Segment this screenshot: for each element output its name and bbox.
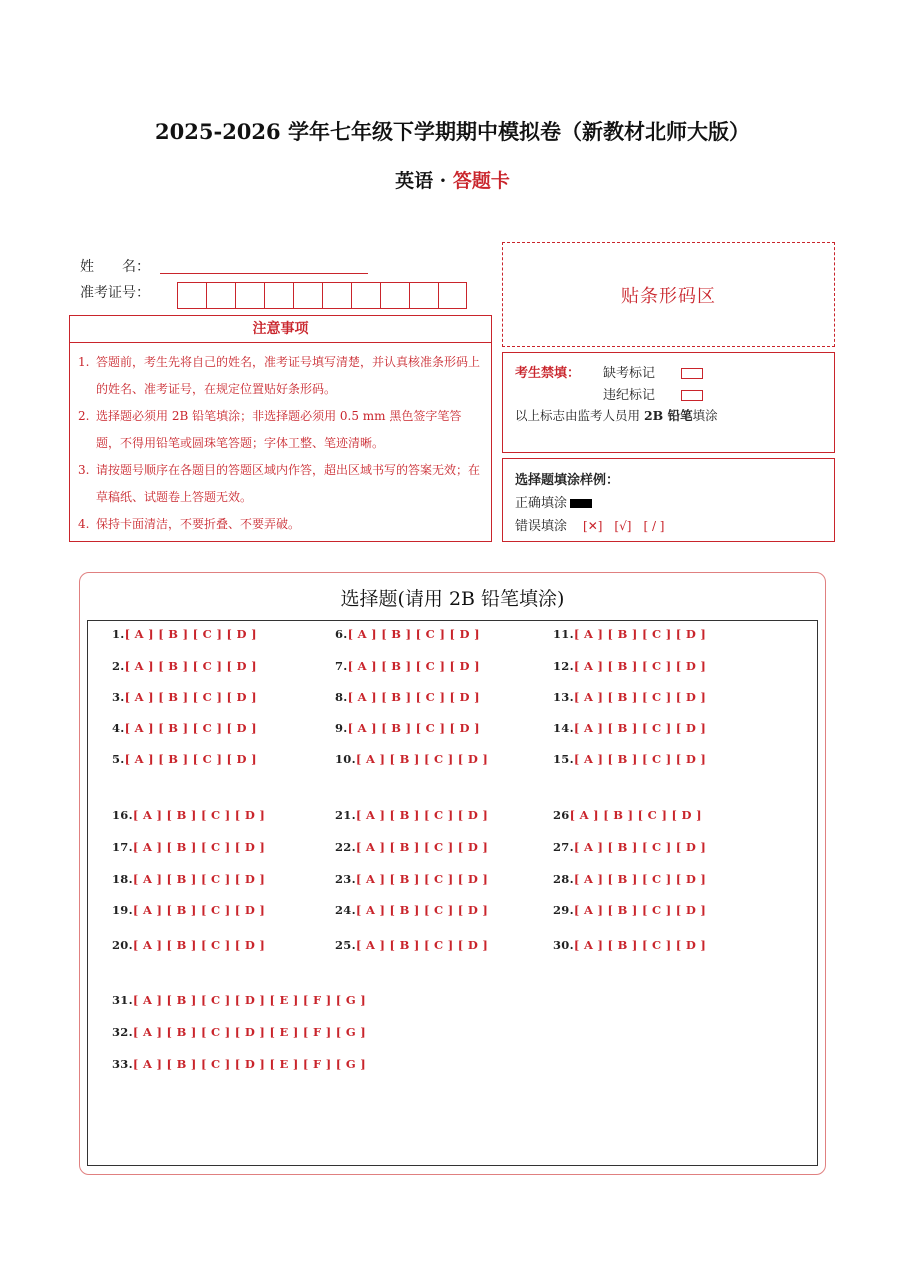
answer-options[interactable]: [ A ] [ B ] [ C ] [ D ] xyxy=(132,938,266,952)
answer-options[interactable]: [ A ] [ B ] [ C ] [ D ] xyxy=(347,627,480,641)
answer-options[interactable]: [ A ] [ B ] [ C ] [ D ] xyxy=(355,840,489,854)
absent-mark-box[interactable] xyxy=(681,368,703,379)
name-field[interactable] xyxy=(160,272,368,274)
question-number: 15. xyxy=(553,752,574,766)
question-number: 9. xyxy=(335,721,348,735)
question-number: 1. xyxy=(112,627,125,641)
question-number: 8. xyxy=(335,690,348,704)
question-row xyxy=(112,690,257,704)
question-row xyxy=(553,659,706,673)
wrong-fill-label: 错误填涂 xyxy=(515,519,568,534)
exam-id-digit-box[interactable] xyxy=(351,282,380,309)
answer-options[interactable]: [ A ] [ B ] [ C ] [ D ] xyxy=(573,752,707,766)
question-row xyxy=(553,690,706,704)
question-number: 14. xyxy=(553,721,574,735)
question-row xyxy=(553,903,706,917)
question-number: 24. xyxy=(335,903,356,917)
exam-id-digit-box[interactable] xyxy=(264,282,293,309)
question-number: 29. xyxy=(553,903,574,917)
question-row xyxy=(112,721,257,735)
notice-item: 2. 选择题必须用 2B 铅笔填涂；非选择题必须用 0.5 mm 黑色签字笔答题，不得用铅笔或圆珠笔答题；字体工整、笔迹清晰。 xyxy=(78,409,462,450)
answer-options[interactable]: [ A ] [ B ] [ C ] [ D ] xyxy=(132,840,266,854)
question-number: 12. xyxy=(553,659,574,673)
exam-id-digit-box[interactable] xyxy=(322,282,351,309)
question-number: 13. xyxy=(553,690,574,704)
violation-mark-box[interactable] xyxy=(681,390,703,401)
question-row xyxy=(553,938,706,952)
question-row xyxy=(335,690,480,704)
question-row xyxy=(553,872,706,886)
exam-id-digit-box[interactable] xyxy=(293,282,322,309)
fill-example-box xyxy=(502,458,835,542)
answer-options[interactable]: [ A ] [ B ] [ C ] [ D ] xyxy=(124,690,257,704)
name-label: 姓 名： xyxy=(80,259,150,275)
answer-options[interactable]: [ A ] [ B ] [ C ] [ D ] xyxy=(132,808,266,822)
page-title: 2025-2026 学年七年级下学期期中模拟卷（新教材北师大版） xyxy=(155,119,750,144)
absent-mark-label: 缺考标记 xyxy=(603,366,656,381)
question-number: 17. xyxy=(112,840,133,854)
question-row xyxy=(553,840,706,854)
question-row xyxy=(112,659,257,673)
question-row xyxy=(112,808,265,822)
barcode-label: 贴条形码区 xyxy=(621,285,716,307)
question-row xyxy=(335,721,480,735)
question-number: 5. xyxy=(112,752,125,766)
question-row xyxy=(335,903,488,917)
question-row xyxy=(553,808,702,822)
notice-item: 4. 保持卡面清洁，不要折叠、不要弄破。 xyxy=(78,517,301,531)
answer-options[interactable]: [ A ] [ B ] [ C ] [ D ] xyxy=(573,938,707,952)
question-row xyxy=(112,1057,366,1071)
question-number: 23. xyxy=(335,872,356,886)
exam-id-digit-box[interactable] xyxy=(380,282,409,309)
exam-ban-note: 以上标志由监考人员用 2B 铅笔填涂 xyxy=(515,408,718,423)
question-number: 2. xyxy=(112,659,125,673)
question-number: 11. xyxy=(553,627,574,641)
answer-options[interactable]: [ A ] [ B ] [ C ] [ D ] xyxy=(132,872,266,886)
exam-id-digit-box[interactable] xyxy=(235,282,264,309)
notice-box xyxy=(69,343,492,542)
answer-options[interactable]: [ A ] [ B ] [ C ] [ D ] xyxy=(347,721,480,735)
question-row xyxy=(335,840,488,854)
answer-options[interactable]: [ A ] [ B ] [ C ] [ D ] xyxy=(124,659,257,673)
question-row xyxy=(112,1025,366,1039)
answer-options[interactable]: [ A ] [ B ] [ C ] [ D ] [ E ] [ F ] [ G ] xyxy=(132,1025,366,1039)
answer-options[interactable]: [ A ] [ B ] [ C ] [ D ] xyxy=(355,903,489,917)
question-number: 10. xyxy=(335,752,356,766)
subtitle-subject: 英语 · xyxy=(395,170,453,192)
answer-options[interactable]: [ A ] [ B ] [ C ] [ D ] xyxy=(124,752,257,766)
question-row xyxy=(553,627,706,641)
question-number: 25. xyxy=(335,938,356,952)
question-row xyxy=(335,872,488,886)
question-row xyxy=(112,627,257,641)
choice-section-title: 选择题(请用 2B 铅笔填涂) xyxy=(340,588,565,610)
question-number: 6. xyxy=(335,627,348,641)
question-row xyxy=(335,752,488,766)
question-row xyxy=(335,808,488,822)
question-row xyxy=(112,872,265,886)
answer-options[interactable]: [ A ] [ B ] [ C ] [ D ] xyxy=(573,840,707,854)
answer-options[interactable]: [ A ] [ B ] [ C ] [ D ] xyxy=(569,808,702,822)
answer-options[interactable]: [ A ] [ B ] [ C ] [ D ] xyxy=(347,690,480,704)
violation-mark-label: 违纪标记 xyxy=(603,388,656,403)
question-row xyxy=(335,938,488,952)
answer-options[interactable]: [ A ] [ B ] [ C ] [ D ] xyxy=(355,808,489,822)
notice-item: 3. 请按题号顺序在各题目的答题区域内作答，超出区域书写的答案无效；在草稿纸、试题卷上答题无效。 xyxy=(78,463,481,504)
question-number: 31. xyxy=(112,993,133,1007)
answer-options[interactable]: [ A ] [ B ] [ C ] [ D ] xyxy=(573,872,707,886)
exam-id-digit-box[interactable] xyxy=(409,282,438,309)
answer-options[interactable]: [ A ] [ B ] [ C ] [ D ] xyxy=(132,903,266,917)
question-number: 20. xyxy=(112,938,133,952)
answer-options[interactable]: [ A ] [ B ] [ C ] [ D ] xyxy=(355,872,489,886)
exam-id-digit-box[interactable] xyxy=(438,282,467,309)
question-row xyxy=(553,721,706,735)
answer-options[interactable]: [ A ] [ B ] [ C ] [ D ] xyxy=(347,659,480,673)
correct-fill-label: 正确填涂 xyxy=(515,496,568,511)
exam-id-label: 准考证号： xyxy=(80,285,150,301)
question-row xyxy=(112,938,265,952)
question-row xyxy=(112,993,366,1007)
question-number: 19. xyxy=(112,903,133,917)
question-number: 4. xyxy=(112,721,125,735)
question-number: 7. xyxy=(335,659,348,673)
question-number: 32. xyxy=(112,1025,133,1039)
question-row xyxy=(112,840,265,854)
notice-heading: 注意事项 xyxy=(69,315,492,343)
answer-options[interactable]: [ A ] [ B ] [ C ] [ D ] xyxy=(573,659,707,673)
question-number: 30. xyxy=(553,938,574,952)
answer-options[interactable]: [ A ] [ B ] [ C ] [ D ] [ E ] [ F ] [ G ] xyxy=(132,993,366,1007)
answer-options[interactable]: [ A ] [ B ] [ C ] [ D ] xyxy=(124,627,257,641)
subtitle-answer-card: 答题卡 xyxy=(452,170,510,192)
question-row xyxy=(112,903,265,917)
question-row xyxy=(553,752,706,766)
exam-ban-label: 考生禁填： xyxy=(515,366,581,381)
page-subtitle xyxy=(0,166,905,193)
exam-id-boxes[interactable] xyxy=(177,282,467,309)
question-number: 27. xyxy=(553,840,574,854)
question-number: 16. xyxy=(112,808,133,822)
answer-options[interactable]: [ A ] [ B ] [ C ] [ D ] xyxy=(573,903,707,917)
question-number: 26 xyxy=(553,808,570,822)
barcode-area xyxy=(502,242,835,347)
answer-options[interactable]: [ A ] [ B ] [ C ] [ D ] [ E ] [ F ] [ G ] xyxy=(132,1057,366,1071)
question-number: 18. xyxy=(112,872,133,886)
exam-id-digit-box[interactable] xyxy=(177,282,206,309)
fill-example-heading: 选择题填涂样例： xyxy=(515,473,620,488)
question-number: 28. xyxy=(553,872,574,886)
question-number: 3. xyxy=(112,690,125,704)
exam-ban-box xyxy=(502,352,835,453)
question-row xyxy=(335,627,480,641)
answer-options[interactable]: [ A ] [ B ] [ C ] [ D ] xyxy=(124,721,257,735)
question-row xyxy=(335,659,480,673)
answer-options[interactable]: [ A ] [ B ] [ C ] [ D ] xyxy=(355,938,489,952)
answer-options[interactable]: [ A ] [ B ] [ C ] [ D ] xyxy=(355,752,489,766)
answer-options[interactable]: [ A ] [ B ] [ C ] [ D ] xyxy=(573,690,707,704)
exam-id-digit-box[interactable] xyxy=(206,282,235,309)
question-number: 22. xyxy=(335,840,356,854)
correct-fill-sample xyxy=(570,499,592,508)
question-row xyxy=(112,752,257,766)
answer-options[interactable]: [ A ] [ B ] [ C ] [ D ] xyxy=(573,721,707,735)
question-number: 33. xyxy=(112,1057,133,1071)
notice-item: 1. 答题前，考生先将自己的姓名，准考证号填写清楚，并认真核准条形码上的姓名、准考证号，在规定位置贴好条形码。 xyxy=(78,355,481,396)
wrong-fill-samples: [✕] [√] [ / ] xyxy=(583,519,665,533)
question-number: 21. xyxy=(335,808,356,822)
answer-options[interactable]: [ A ] [ B ] [ C ] [ D ] xyxy=(573,627,707,641)
